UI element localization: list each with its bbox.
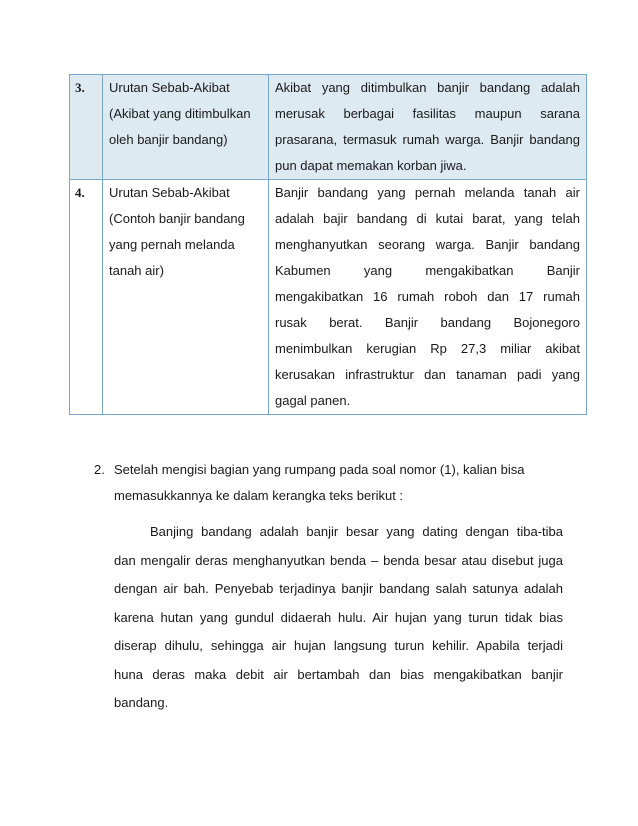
row-label-line: oleh banjir bandang) (109, 132, 228, 147)
row-desc-line: gagal panen. (275, 393, 351, 408)
text-frame-paragraph (114, 518, 563, 718)
row-label-line: Urutan Sebab-Akibat (109, 80, 230, 95)
row-number: 4. (75, 185, 85, 200)
table-row (70, 75, 587, 180)
row-desc-line: adalah bajir bandang di kutai barat, yang telah (275, 211, 580, 226)
row-label-line: (Akibat yang ditimbulkan (109, 106, 251, 121)
row-label-cell (103, 180, 269, 415)
row-desc-line: Banjir bandang yang pernah melanda tanah air (275, 185, 580, 200)
instruction-text-line: memasukkannya ke dalam kerangka teks berikut : (114, 488, 404, 503)
row-desc-line: menimbulkan kerugian Rp 27,3 miliar akibat (275, 341, 580, 356)
paragraph-line: bandang. (114, 695, 169, 710)
row-desc-line: Akibat yang ditimbulkan banjir bandang adalah (275, 80, 580, 95)
row-desc-line: rusak berat. Banjir bandang Bojonegoro (275, 315, 580, 330)
instruction-number: 2. (94, 462, 105, 477)
row-desc-line: prasarana, termasuk rumah warga. Banjir bandang (275, 132, 580, 147)
row-description-cell (269, 75, 587, 180)
row-desc-line: merusak berbagai fasilitas maupun sarana (275, 106, 580, 121)
row-desc-line: menghanyutkan seorang warga. Banjir bandang (275, 237, 580, 252)
row-desc-line: mengakibatkan 16 rumah roboh dan 17 rumah (275, 289, 580, 304)
paragraph-line: Banjing bandang adalah banjir besar yang dating dengan tiba-tiba (150, 524, 563, 539)
paragraph-line: diserap dihulu, sehingga air hujan langsung turun kehilir. Apabila terjadi (114, 638, 563, 653)
row-label-line: yang pernah melanda (109, 237, 235, 252)
row-number-cell (70, 75, 103, 180)
row-description-cell (269, 180, 587, 415)
cause-effect-table (69, 74, 587, 415)
paragraph-line: dengan air bah. Penyebab terjadinya banjir bandang salah satunya adalah (114, 581, 563, 596)
row-label-line: Urutan Sebab-Akibat (109, 185, 230, 200)
row-desc-line: Kabumen yang mengakibatkan Banjir (275, 263, 580, 278)
row-desc-line: pun dapat memakan korban jiwa. (275, 158, 467, 173)
instruction-text-line: Setelah mengisi bagian yang rumpang pada soal nomor (1), kalian bisa (114, 462, 525, 477)
row-label-line: tanah air) (109, 263, 164, 278)
paragraph-line: huna deras maka debit air bertambah dan bias mengakibatkan banjir (114, 666, 563, 682)
row-label-line: (Contoh banjir bandang (109, 211, 245, 226)
paragraph-line: karena hutan yang gundul didaerah hulu. Air hujan yang turun tidak bias (114, 609, 563, 625)
table-row (70, 180, 587, 415)
row-label-cell (103, 75, 269, 180)
row-number-cell (70, 180, 103, 415)
paragraph-line: dan mengalir deras menghanyutkan benda – benda besar atau disebut juga (114, 552, 563, 568)
instruction-item (94, 457, 564, 509)
row-desc-line: kerusakan infrastruktur dan tanaman padi yang (275, 367, 580, 382)
row-number: 3. (75, 80, 85, 95)
